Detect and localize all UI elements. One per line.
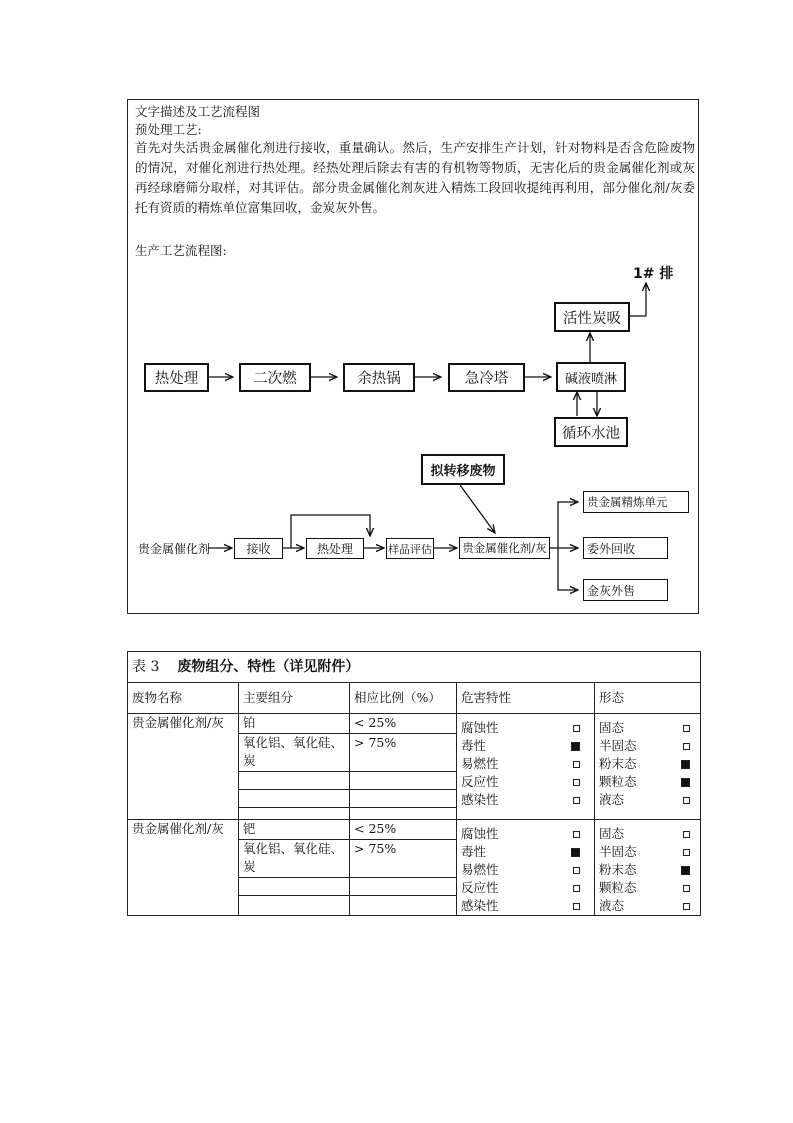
checkbox-icon[interactable] (683, 903, 690, 910)
header-cell: 相应比例（%） (350, 683, 457, 714)
checkbox-checked-icon[interactable] (681, 760, 690, 769)
exhaust-label: 1# 排 (633, 266, 674, 282)
checkbox-icon[interactable] (683, 725, 690, 732)
flow2-input: 贵金属催化剂 (138, 542, 211, 556)
section-subheading: 预处理工艺: (135, 122, 202, 137)
checkbox-checked-icon[interactable] (681, 778, 690, 787)
flow2-step-receive: 接收 (234, 538, 283, 559)
flow1-step-quench: 急冷塔 (448, 363, 525, 392)
flow-title: 生产工艺流程图: (135, 243, 227, 258)
hazard-option: 感染性 (461, 791, 580, 809)
header-cell: 危害特性 (457, 683, 595, 714)
checkbox-icon[interactable] (573, 725, 580, 732)
hazard-option: 反应性 (461, 773, 580, 791)
checkbox-icon[interactable] (573, 831, 580, 838)
hazard-option: 腐蚀性 (461, 719, 580, 737)
header-cell: 废物名称 (128, 683, 239, 714)
ratio: < 25% (350, 714, 457, 734)
form-option: 颗粒态 (599, 773, 690, 791)
checkbox-icon[interactable] (573, 867, 580, 874)
section-heading: 文字描述及工艺流程图 (135, 104, 261, 119)
component: 氧化铝、氧化硅、炭 (239, 840, 350, 878)
header-cell: 形态 (595, 683, 701, 714)
table-row (128, 714, 701, 734)
ratio: > 75% (350, 840, 457, 878)
checkbox-icon[interactable] (573, 779, 580, 786)
flow1-step-secondary-burn: 二次燃 (239, 363, 311, 392)
hazard-option: 反应性 (461, 879, 580, 897)
checkbox-icon[interactable] (683, 743, 690, 750)
hazard-option: 毒性 (461, 737, 580, 755)
hazard-list (457, 714, 595, 820)
table-title: 表 3 废物组分、特性（详见附件） (128, 652, 701, 683)
flow1-step-alkali: 碱液喷淋 (556, 362, 626, 392)
form-option: 半固态 (599, 737, 690, 755)
form-option: 固态 (599, 719, 690, 737)
checkbox-icon[interactable] (683, 831, 690, 838)
form-option: 颗粒态 (599, 879, 690, 897)
table-header-row (128, 683, 701, 714)
checkbox-icon[interactable] (573, 885, 580, 892)
hazard-option: 腐蚀性 (461, 825, 580, 843)
checkbox-icon[interactable] (683, 797, 690, 804)
checkbox-icon[interactable] (683, 849, 690, 856)
waste-composition-table (127, 651, 701, 916)
component: 氧化铝、氧化硅、炭 (239, 734, 350, 772)
form-option: 液态 (599, 897, 690, 915)
ratio: > 75% (350, 734, 457, 772)
header-cell: 主要组分 (239, 683, 350, 714)
waste-name: 贵金属催化剂/灰 (128, 714, 239, 820)
form-list (595, 714, 701, 820)
flow1-carbon: 活性炭吸 (554, 302, 630, 332)
flow2-step-heat: 热处理 (306, 538, 364, 559)
checkbox-checked-icon[interactable] (681, 866, 690, 875)
checkbox-icon[interactable] (573, 797, 580, 804)
hazard-option: 易燃性 (461, 861, 580, 879)
flow1-step-boiler: 余热锅 (343, 363, 415, 392)
form-option: 粉末态 (599, 861, 690, 879)
process-paragraph: 首先对失活贵金属催化剂进行接收，重量确认。然后，生产安排生产计划，针对物料是否含危险废物的情况，对催化剂进行热处理。经热处理后除去有害的有机物等物质，无害化后的贵金属催化剂或灰再经球磨筛分取样，对其评估。部分贵金属催化剂灰进入精炼工段回收提纯再利用，部分催化剂/灰委托有资质的精炼单位富集回收，金炭灰外售。 (135, 140, 695, 215)
checkbox-icon[interactable] (573, 761, 580, 768)
arrow-out-1 (558, 502, 578, 548)
checkbox-icon[interactable] (573, 903, 580, 910)
hazard-option: 毒性 (461, 843, 580, 861)
checkbox-checked-icon[interactable] (571, 742, 580, 751)
hazard-option: 感染性 (461, 897, 580, 915)
checkbox-icon[interactable] (683, 885, 690, 892)
flow2-out-sale: 金灰外售 (583, 579, 668, 601)
form-list (595, 820, 701, 916)
hazard-option: 易燃性 (461, 755, 580, 773)
table-row (128, 820, 701, 840)
flow2-step-catalyst: 贵金属催化剂/灰 (459, 537, 550, 559)
flow2-out-recovery: 委外回收 (583, 537, 668, 559)
form-option: 粉末态 (599, 755, 690, 773)
component: 铂 (239, 714, 350, 734)
checkbox-checked-icon[interactable] (571, 848, 580, 857)
hazard-list (457, 820, 595, 916)
flow2-waste: 拟转移废物 (421, 454, 505, 485)
flow1-step-heat: 热处理 (144, 363, 209, 392)
arrow-waste (460, 485, 495, 533)
component: 钯 (239, 820, 350, 840)
form-option: 半固态 (599, 843, 690, 861)
waste-name: 贵金属催化剂/灰 (128, 820, 239, 916)
flow2-step-evaluate: 样品评估 (386, 538, 434, 559)
arrow-out-3 (558, 548, 578, 590)
form-option: 固态 (599, 825, 690, 843)
flow1-pool: 循环水池 (554, 417, 628, 447)
flow2-out-refine: 贵金属精炼单元 (583, 491, 689, 513)
form-option: 液态 (599, 791, 690, 809)
arrow-to-exhaust (630, 283, 646, 316)
ratio: < 25% (350, 820, 457, 840)
process-description-frame (127, 99, 699, 614)
